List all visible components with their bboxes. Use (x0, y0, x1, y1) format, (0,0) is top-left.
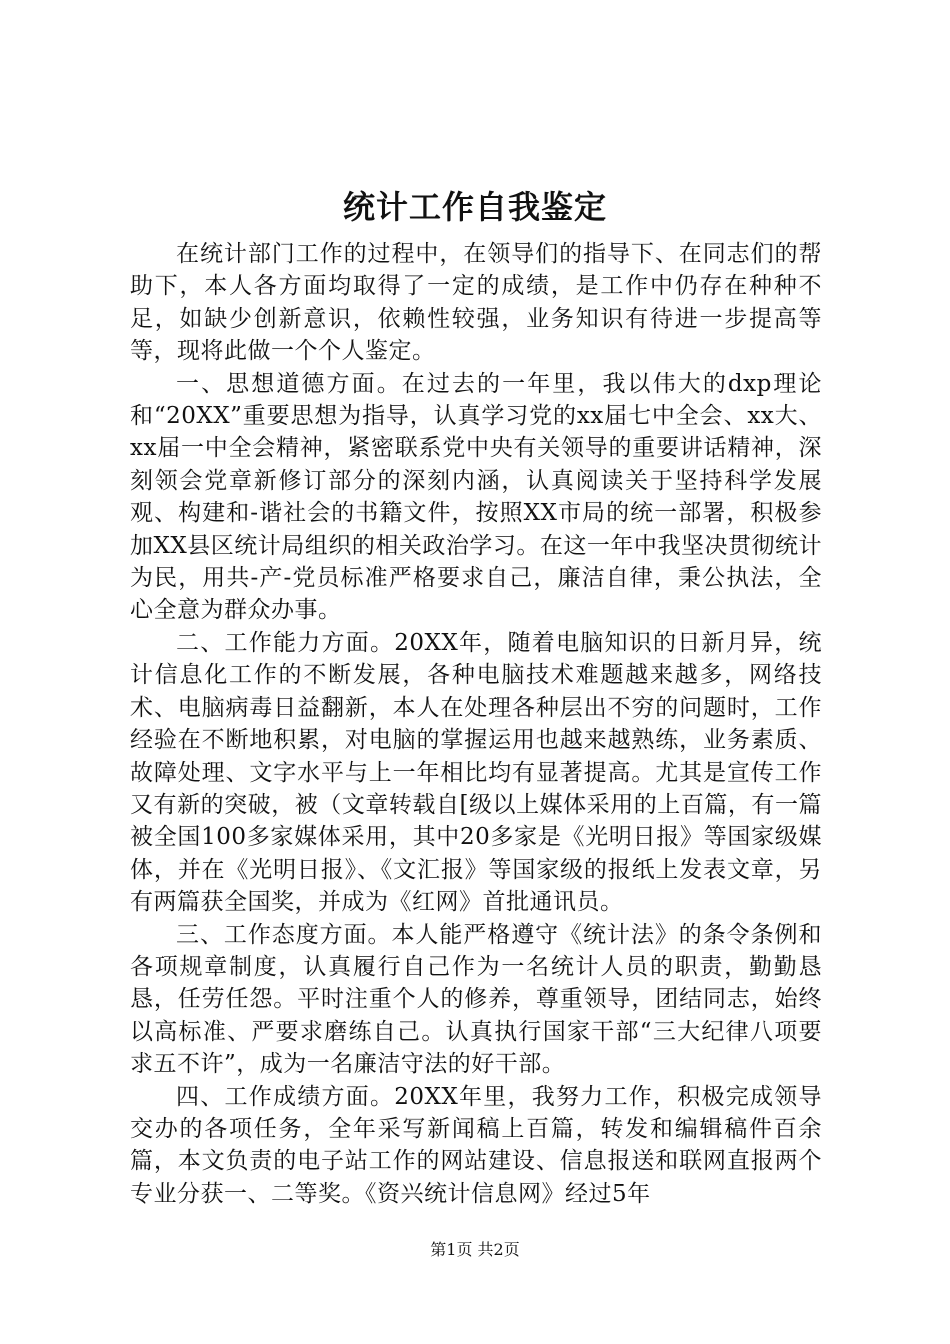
document-title: 统计工作自我鉴定 (342, 188, 607, 226)
paragraph-attitude: 三、工作态度方面。本人能严格遵守《统计法》的条令条例和各项规章制度，认真履行自己作为一名统计人员的职责，勤勤恳恳，任劳任怨。平时注重个人的修养，尊重领导，团结同志，始终以高标准、严要求磨练自己。认真执行国家干部“三大纪律八项要求五不许”，成为一名廉洁守法的好干部。 (130, 921, 822, 1078)
paragraph-intro: 在统计部门工作的过程中，在领导们的指导下、在同志们的帮助下，本人各方面均取得了一定的成绩，是工作中仍存在种种不足，如缺少创新意识，依赖性较强，业务知识有待进一步提高等等，现将此做一个个人鉴定。 (130, 241, 822, 365)
paragraph-achievements: 四、工作成绩方面。20XX年里，我努力工作，积极完成领导交办的各项任务，全年采写新闻稿上百篇，转发和编辑稿件百余篇，本文负责的电子站工作的网站建设、信息报送和联网直报两个专业分获一、二等奖。《资兴统计信息网》经过5年 (130, 1083, 822, 1207)
document-body (130, 238, 822, 1210)
page-footer: 第1页 共2页 (430, 1240, 520, 1259)
paragraph-ideology: 一、思想道德方面。在过去的一年里，我以伟大的dxp理论和“20XX”重要思想为指导，认真学习党的xx届七中全会、xx大、xx届一中全会精神，紧密联系党中央有关领导的重要讲话精神，深刻领会党章新修订部分的深刻内涵，认真阅读关于坚持科学发展观、构建和-谐社会的书籍文件，按照XX市局的统一部署，积极参加XX县区统计局组织的相关政治学习。在这一年中我坚决贯彻统计为民，用共-产-党员标准严格要求自己，廉洁自律，秉公执法，全心全意为群众办事。 (130, 370, 822, 624)
paragraph-ability: 二、工作能力方面。20XX年，随着电脑知识的日新月异，统计信息化工作的不断发展，各种电脑技术难题越来越多，网络技术、电脑病毒日益翻新，本人在处理各种层出不穷的问题时，工作经验在不断地积累，对电脑的掌握运用也越来越熟练，业务素质、故障处理、文字水平与上一年相比均有显著提高。尤其是宣传工作又有新的突破，被（文章转载自[级以上媒体采用的上百篇，有一篇被全国100多家媒体采用，其中20多家是《光明日报》等国家级媒体，并在《光明日报》、《文汇报》等国家级的报纸上发表文章，另有两篇获全国奖，并成为《红网》首批通讯员。 (130, 629, 822, 916)
